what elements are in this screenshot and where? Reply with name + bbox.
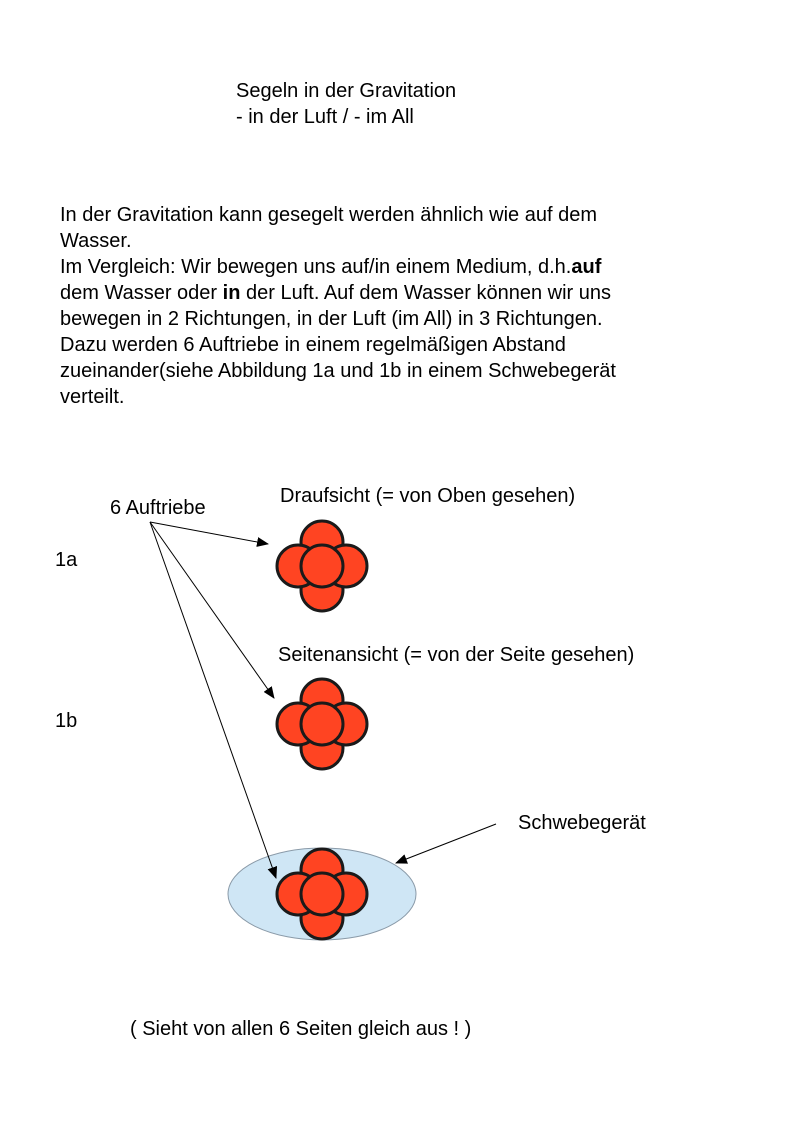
bold-word-auf: auf xyxy=(571,256,602,278)
paragraph-line: Dazu werden 6 Auftriebe in einem regelmäßigen Abstand xyxy=(60,334,566,356)
arrow-to-1a xyxy=(150,522,268,544)
paragraph-line: verteilt. xyxy=(60,386,125,408)
figure-label-1b: 1b xyxy=(55,710,78,732)
arrow-to-schwebegeraet-cluster xyxy=(150,522,276,878)
seitenansicht-label: Seitenansicht (= von der Seite gesehen) xyxy=(278,644,635,666)
auftriebe-cluster-1a xyxy=(277,521,367,611)
paragraph-line: bewegen in 2 Richtungen, in der Luft (im All) in 3 Richtungen. xyxy=(60,308,603,330)
auftriebe-label: 6 Auftriebe xyxy=(110,497,206,519)
text-segment: Im Vergleich: Wir bewegen uns auf/in einem Medium, d.h. xyxy=(60,256,572,278)
page-subtitle: - in der Luft / - im All xyxy=(236,106,414,128)
paragraph-line: zueinander(siehe Abbildung 1a und 1b in einem Schwebegerät xyxy=(60,360,616,382)
arrow-to-ellipse xyxy=(396,824,496,863)
page-title: Segeln in der Gravitation xyxy=(236,80,457,102)
footer-note: ( Sieht von allen 6 Seiten gleich aus ! ) xyxy=(130,1018,472,1040)
arrow-to-1b xyxy=(150,522,274,698)
text-segment: der Luft. Auf dem Wasser können wir uns xyxy=(240,282,611,304)
figure-label-1a: 1a xyxy=(55,549,78,571)
auftriebe-cluster-1b xyxy=(277,679,367,769)
text-segment: dem Wasser oder xyxy=(60,282,223,304)
paragraph-line: In der Gravitation kann gesegelt werden ähnlich wie auf dem xyxy=(60,204,597,226)
paragraph-line: Wasser. xyxy=(60,230,132,252)
draufsicht-label: Draufsicht (= von Oben gesehen) xyxy=(280,485,576,507)
schwebegeraet-label: Schwebegerät xyxy=(518,812,646,834)
bold-word-in: in xyxy=(222,282,241,304)
